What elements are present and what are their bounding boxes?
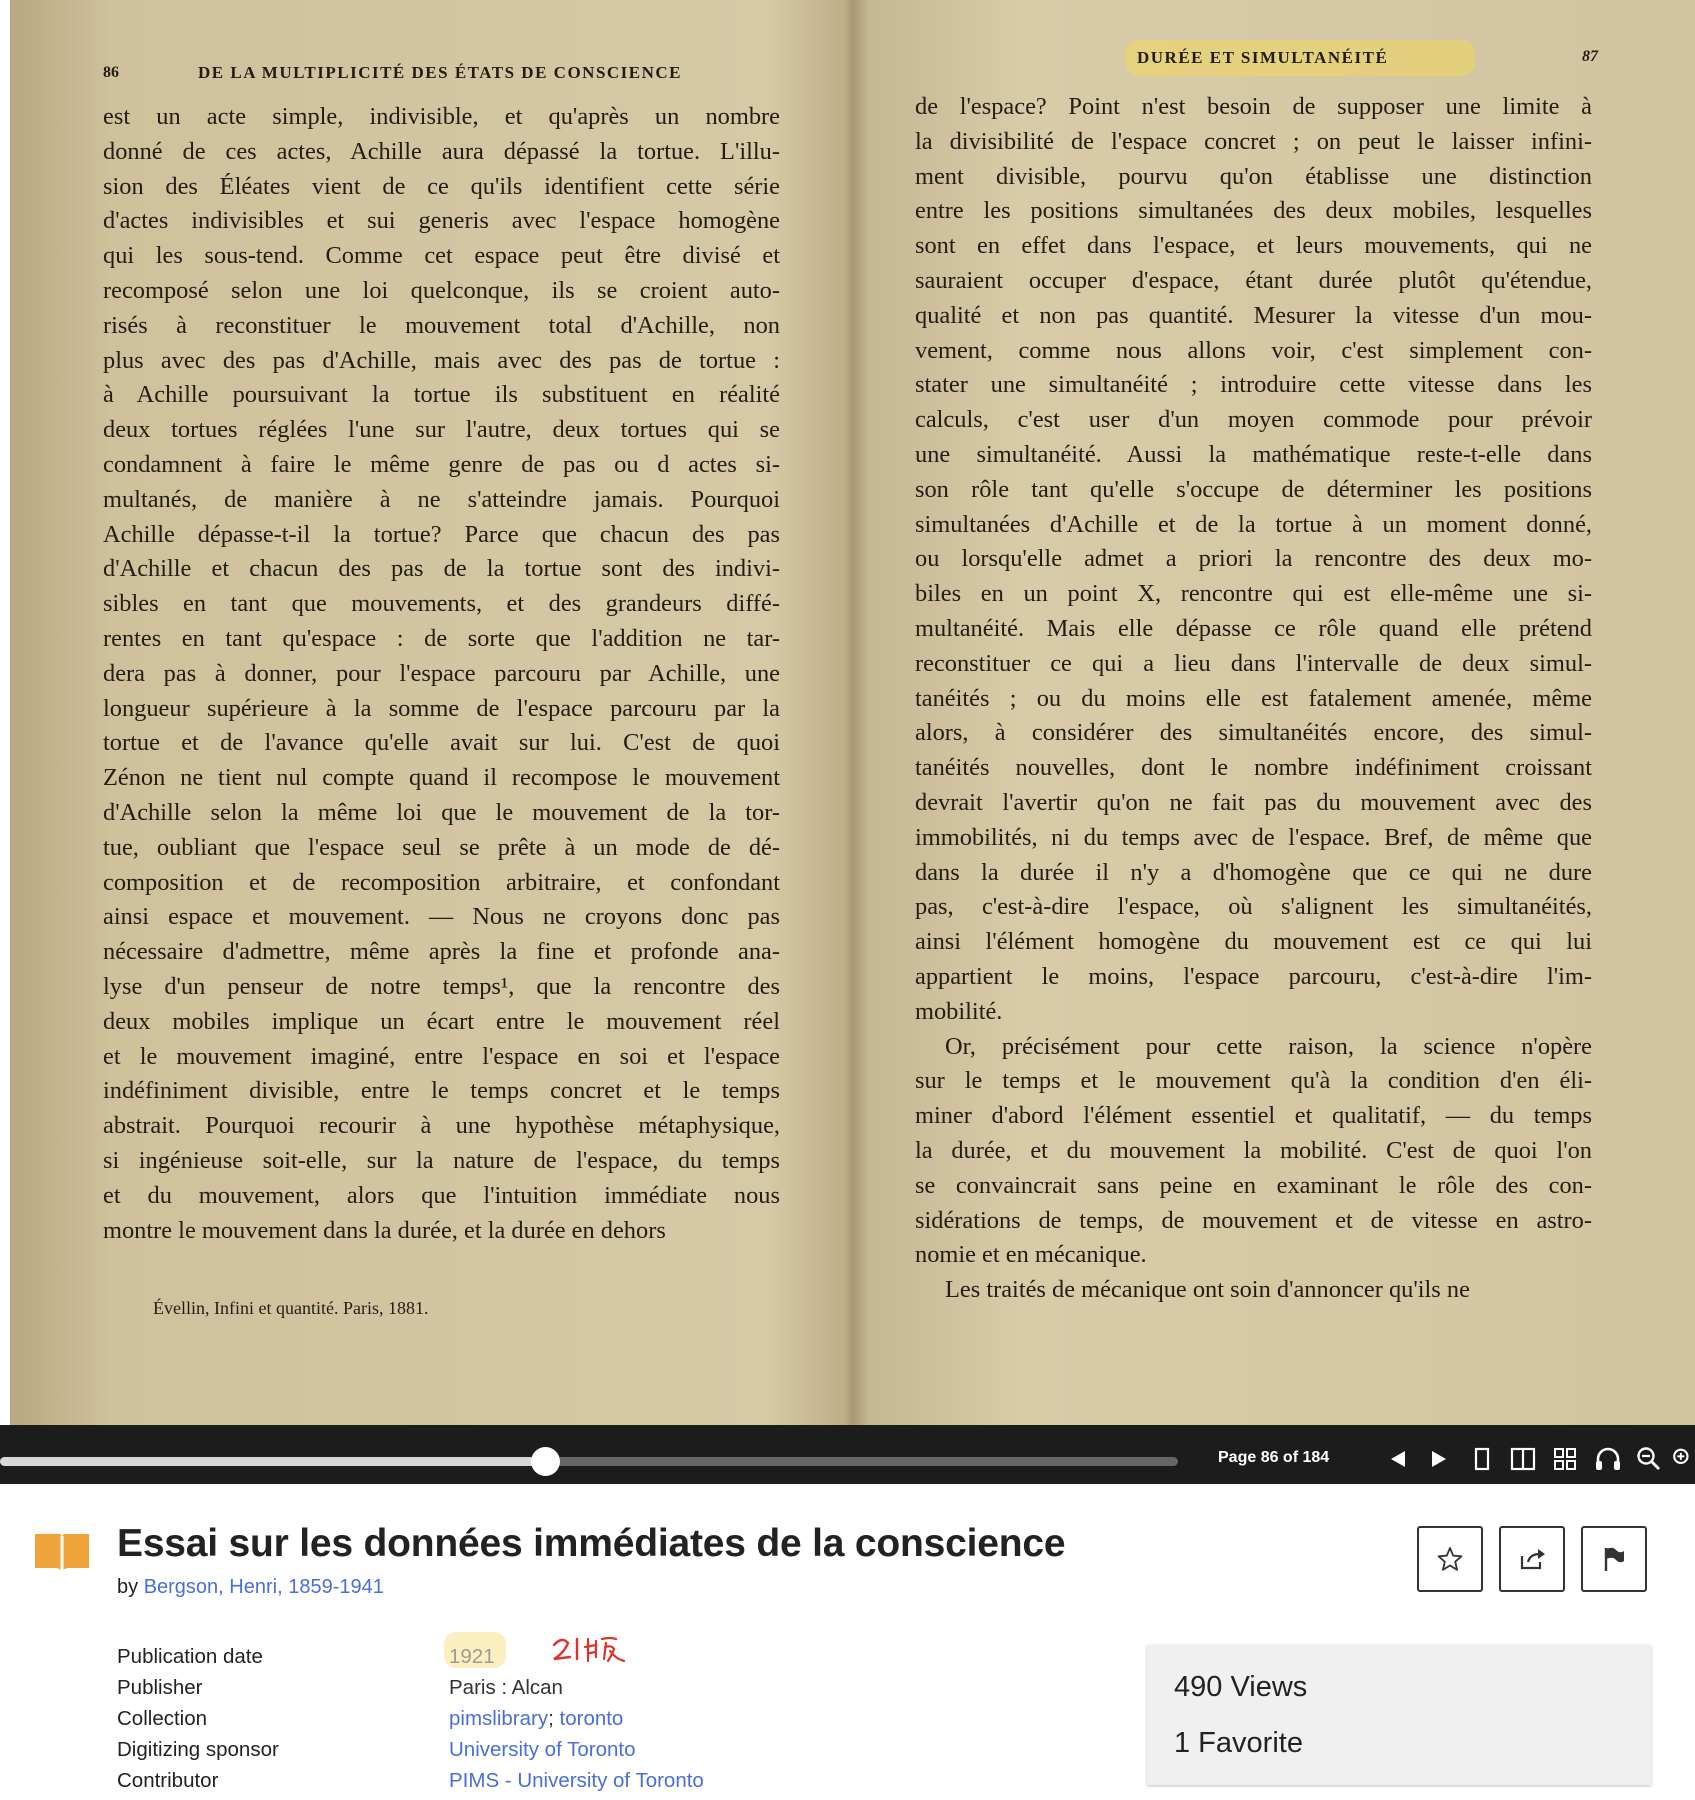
text-line: à Achille poursuivant la tortue ils substituent en réalité	[103, 381, 780, 409]
text-line: montre le mouvement dans la durée, et la durée en dehors	[103, 1216, 666, 1244]
text-line: une simultanéité. Aussi la mathématique reste-t-elle dans	[915, 440, 1592, 468]
metadata-link[interactable]: toronto	[559, 1707, 624, 1730]
text-line: tue, oubliant que l'espace seul se prête à un mode de dé-	[103, 833, 780, 861]
metadata-link[interactable]: PIMS - University of Toronto	[449, 1769, 704, 1792]
handwritten-annotation	[550, 1633, 645, 1671]
text-line: se convaincrait sans peine en examinant le rôle des con-	[915, 1171, 1592, 1199]
text-line: condamnent à faire le même genre de pas ou d actes si-	[103, 450, 780, 478]
metadata-row	[117, 1645, 917, 1675]
text-line: lyse d'un penseur de notre temps¹, que la rencontre des	[103, 972, 780, 1000]
text-line: recomposé selon une loi quelconque, ils se croient auto-	[103, 276, 780, 304]
left-page	[10, 0, 855, 1425]
page-slider-fill	[0, 1457, 545, 1466]
text-line: Zénon ne tient nul compte quand il recompose le mouvement	[103, 764, 780, 792]
text-line: entre les positions simultanées des deux mobiles, lesquelles	[915, 197, 1592, 225]
text-line: pas, c'est-à-dire l'espace, où s'alignent les simultanéités,	[915, 893, 1592, 921]
text-line: composition et de recomposition arbitraire, et confondant	[103, 868, 780, 896]
text-line: son rôle tant qu'elle s'occupe de déterminer les positions	[915, 475, 1592, 503]
metadata-key: Contributor	[117, 1769, 219, 1792]
text-line: tortue et de l'avance qu'elle avait sur lui. C'est de quoi	[103, 729, 780, 757]
star-icon	[1437, 1546, 1463, 1572]
text-line: sidérations de temps, de mouvement et de vitesse en astro-	[915, 1206, 1592, 1234]
metadata-value	[449, 1769, 704, 1793]
text-line: reconstituer ce qui a lieu dans l'intervalle de deux simul-	[915, 649, 1592, 677]
metadata-value	[449, 1707, 623, 1731]
text-line: simultanées d'Achille et de la tortue à un moment donné,	[915, 510, 1592, 538]
text-line: qui les sous-tend. Comme cet espace peut être divisé et	[103, 242, 780, 270]
share-icon	[1518, 1546, 1546, 1572]
text-line: qualité et non pas quantité. Mesurer la vitesse d'un mou-	[915, 301, 1592, 329]
text-line: plus avec des pas d'Achille, mais avec des pas de tortue :	[103, 346, 780, 374]
metadata-row	[117, 1676, 917, 1706]
text-line: Achille dépasse-t-il la tortue? Parce que chacun des pas	[103, 520, 780, 548]
text-line: biles en un point X, rencontre qui est elle-même une si-	[915, 580, 1592, 608]
text-line: sur le temps et le mouvement qu'à la condition d'en éli-	[915, 1067, 1592, 1095]
text-line: d'Achille et chacun des pas de la tortue sont des indivi-	[103, 555, 780, 583]
text-line: deux tortues réglées l'une sur l'autre, deux tortues qui se	[103, 416, 780, 444]
views-count: 490 Views	[1174, 1671, 1308, 1703]
text-line: d'actes indivisibles et sui generis avec l'espace homogène	[103, 207, 780, 235]
text-line: dans la durée il n'y a d'homogène que ce qui ne dure	[915, 858, 1592, 886]
text-line: abstrait. Pourquoi recourir à une hypothèse métaphysique,	[103, 1112, 780, 1140]
right-page-number: 87	[1582, 48, 1598, 65]
read-aloud-icon[interactable]	[1593, 1444, 1623, 1474]
text-line: et du mouvement, alors que l'intuition immédiate nous	[103, 1181, 780, 1209]
text-line: vement, comme nous allons voir, c'est simplement con-	[915, 336, 1592, 364]
right-page	[855, 0, 1695, 1425]
text-line: la divisibilité de l'espace concret ; on peut le laisser infini-	[915, 127, 1592, 155]
metadata-link[interactable]: pimslibrary	[449, 1707, 549, 1730]
byline	[117, 1576, 384, 1599]
zoom-out-icon[interactable]	[1634, 1444, 1664, 1474]
text-line: alors, à considérer des simultanéités encore, des simul-	[915, 719, 1592, 747]
separator: ;	[548, 1707, 560, 1730]
text-line: tanéités ; ou du moins elle est fatalement amenée, même	[915, 684, 1592, 712]
one-page-view-icon[interactable]	[1467, 1444, 1497, 1474]
left-running-head: DE LA MULTIPLICITÉ DES ÉTATS DE CONSCIENCE	[198, 63, 683, 82]
zoom-in-icon[interactable]	[1672, 1444, 1695, 1474]
text-line: longueur supérieure à la somme de l'espace parcouru par la	[103, 694, 780, 722]
metadata-key: Digitizing sponsor	[117, 1738, 279, 1761]
text-line: donné de ces actes, Achille aura dépassé la tortue. L'illu-	[103, 137, 780, 165]
metadata-key: Publication date	[117, 1645, 263, 1668]
text-line: si ingénieuse soit-elle, sur la nature de l'espace, du temps	[103, 1146, 780, 1174]
text-line: devrait l'avertir qu'on ne fait pas du mouvement avec des	[915, 788, 1592, 816]
text-line: ment divisible, pourvu qu'on établisse une distinction	[915, 162, 1592, 190]
metadata-key: Collection	[117, 1707, 208, 1730]
left-footnote: Évellin, Infini et quantité. Paris, 1881.	[153, 1298, 429, 1318]
text-line: d'Achille selon la même loi que le mouvement de la tor-	[103, 798, 780, 826]
text-line: appartient le moins, l'espace parcouru, c'est-à-dire l'im-	[915, 962, 1592, 990]
text-line: sauraient occuper d'espace, étant durée plutôt qu'étendue,	[915, 266, 1592, 294]
text-line: sibles en tant que mouvements, et des grandeurs diffé-	[103, 590, 780, 618]
metadata-row	[117, 1707, 917, 1737]
text-line: nécessaire d'admettre, même après la fine et profonde ana-	[103, 938, 780, 966]
right-page-text	[915, 90, 1592, 1308]
text-line: ou lorsqu'elle admet a priori la rencontre des deux mo-	[915, 545, 1592, 573]
text-line: sion des Éléates vient de ce qu'ils identifient cette série	[103, 172, 780, 200]
right-running-head: DURÉE ET SIMULTANÉITÉ	[1137, 48, 1389, 67]
metadata-row	[117, 1769, 917, 1799]
author-link[interactable]: Bergson, Henri, 1859-1941	[143, 1576, 384, 1598]
text-line: Or, précisément pour cette raison, la science n'opère	[945, 1032, 1592, 1060]
metadata-value: 1921	[449, 1645, 495, 1668]
text-line: rentes en tant qu'espace : de sorte que l'addition ne tar-	[103, 624, 780, 652]
text-line: immobilités, ni du temps avec de l'espace. Bref, de même que	[915, 823, 1592, 851]
favorite-button[interactable]	[1417, 1526, 1483, 1592]
texts-icon	[33, 1530, 91, 1574]
stats-panel	[1147, 1645, 1651, 1785]
text-line: indéfiniment divisible, entre le temps concret et le temps	[103, 1077, 780, 1105]
metadata-key: Publisher	[117, 1676, 203, 1699]
text-line: mobilité.	[915, 997, 1003, 1025]
text-line: miner d'abord l'élément essentiel et qualitatif, — du temps	[915, 1102, 1592, 1130]
book-spread[interactable]	[10, 0, 1695, 1425]
next-page-icon[interactable]	[1424, 1444, 1454, 1474]
two-page-view-icon[interactable]	[1508, 1444, 1538, 1474]
metadata-link[interactable]: University of Toronto	[449, 1738, 636, 1761]
text-line: la durée, et du mouvement la mobilité. C'est de quoi l'on	[915, 1136, 1592, 1164]
text-line: sont en effet dans l'espace, et leurs mouvements, qui ne	[915, 232, 1592, 260]
metadata-row	[117, 1738, 917, 1768]
item-title: Essai sur les données immédiates de la conscience	[117, 1522, 1066, 1565]
text-line: et le mouvement imaginé, entre l'espace en soi et l'espace	[103, 1042, 780, 1070]
page-indicator: Page 86 of 184	[1218, 1449, 1330, 1466]
flag-button[interactable]	[1581, 1526, 1647, 1592]
text-line: stater une simultanéité ; introduire cette vitesse dans les	[915, 371, 1592, 399]
metadata-value: Paris : Alcan	[449, 1676, 563, 1699]
thumbnail-view-icon[interactable]	[1550, 1444, 1580, 1474]
text-line: calculs, c'est user d'un moyen commode pour prévoir	[915, 406, 1592, 434]
text-line: ainsi l'élément homogène du mouvement est ce qui lui	[915, 928, 1592, 956]
by-label: by	[117, 1576, 139, 1598]
text-line: ainsi espace et mouvement. — Nous ne croyons donc pas	[103, 903, 780, 931]
text-line: dera pas à donner, pour l'espace parcouru par Achille, une	[103, 659, 780, 687]
text-line: de l'espace? Point n'est besoin de supposer une limite à	[915, 93, 1592, 120]
flag-icon	[1601, 1545, 1627, 1573]
text-line: nomie et en mécanique.	[915, 1241, 1147, 1269]
metadata-value	[449, 1738, 635, 1762]
left-page-number: 86	[103, 64, 119, 81]
favorites-count: 1 Favorite	[1174, 1727, 1303, 1759]
text-line: risés à reconstituer le mouvement total d'Achille, non	[103, 311, 780, 339]
prev-page-icon[interactable]	[1383, 1444, 1413, 1474]
text-line: multanés, de manière à ne s'atteindre jamais. Pourquoi	[103, 485, 780, 513]
text-line: Les traités de mécanique ont soin d'annoncer qu'ils ne	[945, 1276, 1470, 1304]
text-line: est un acte simple, indivisible, et qu'après un nombre	[103, 103, 780, 130]
share-button[interactable]	[1499, 1526, 1565, 1592]
text-line: tanéités nouvelles, dont le nombre indéfiniment croissant	[915, 754, 1592, 782]
text-line: multanéité. Mais elle dépasse ce rôle quand elle prétend	[915, 614, 1592, 642]
left-page-text	[103, 100, 780, 1248]
text-line: deux mobiles implique un écart entre le mouvement réel	[103, 1007, 780, 1035]
